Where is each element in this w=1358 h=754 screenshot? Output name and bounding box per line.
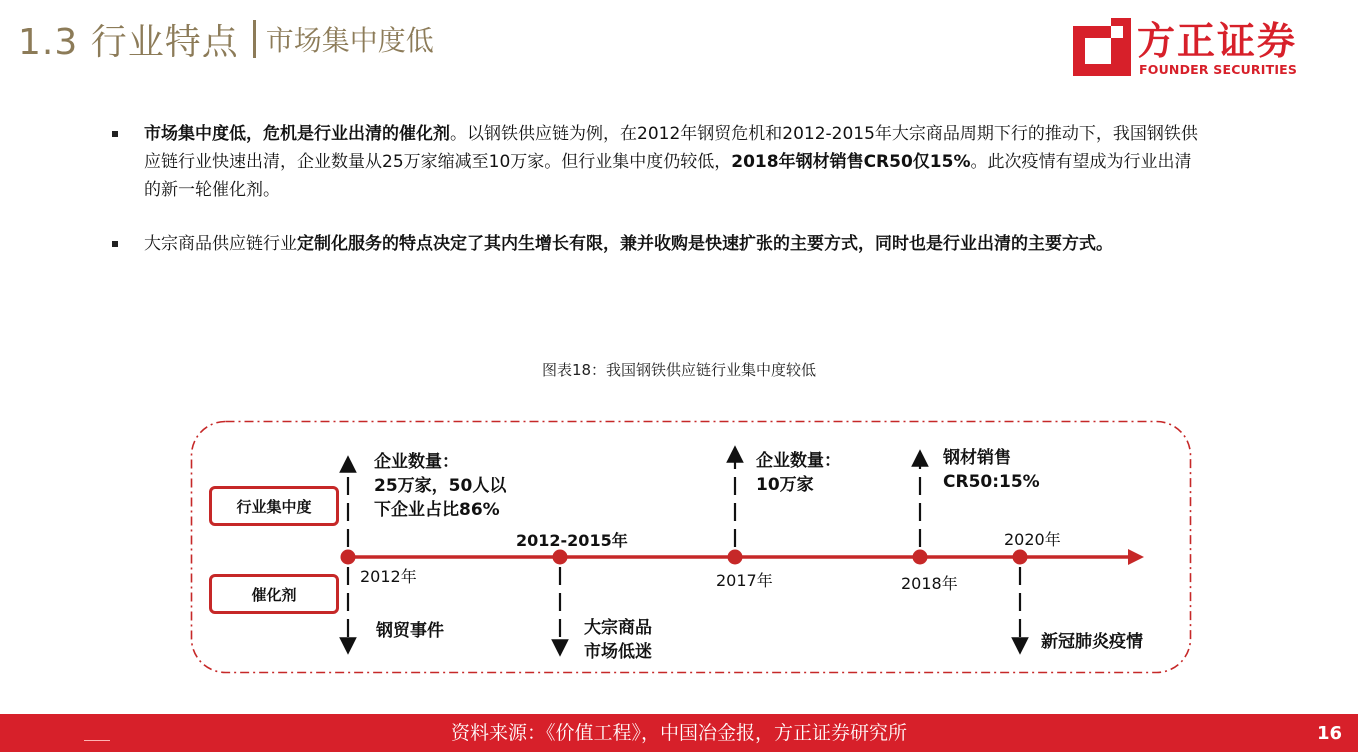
note-line: 25万家，50人以: [374, 476, 507, 496]
year-label-2018: 2018年: [901, 574, 958, 593]
timeline-diagram: [190, 420, 1192, 674]
dot-2018: [913, 550, 928, 565]
page-title: [18, 14, 434, 64]
bullet-1-bold-1: 市场集中度低，危机是行业出清的催化剂: [144, 124, 450, 144]
note-2012-top: [374, 450, 506, 522]
timeline-arrowhead: [1128, 549, 1144, 565]
bullet-item-1: [112, 120, 1202, 204]
dot-2020: [1013, 550, 1028, 565]
note-line: 大宗商品: [584, 618, 652, 638]
bullet-1-text-1: 。以钢铁供应链为例，在2012年钢贸危机和2012-2015年大宗商品周期下行的推动下，我国钢铁供应链行业快速出清，企业数量从25万家缩减至10万家。但行业集中度仍较低，: [144, 124, 1198, 172]
note-2015-bottom: [584, 616, 652, 664]
logo-cn: 方正证券: [1137, 19, 1298, 63]
title-main: 1.3 行业特点: [18, 21, 239, 63]
note-line: 下企业占比86%: [374, 500, 500, 520]
note-line: 10万家: [756, 475, 814, 495]
bullet-square-icon: [112, 131, 118, 137]
bullet-2-text-1: 大宗商品供应链行业: [144, 234, 297, 254]
note-line: 钢材销售: [943, 448, 1011, 468]
page-number: 16: [1316, 723, 1342, 744]
founder-logo-icon: [1073, 18, 1131, 76]
bullet-item-2: [112, 230, 1202, 258]
note-2018-top: [943, 446, 1040, 494]
note-line: 市场低迷: [584, 642, 652, 662]
footer-source: 资料来源：《价值工程》，中国冶金报，方正证券研究所: [450, 722, 907, 744]
note-2020-bottom: 新冠肺炎疫情: [1041, 632, 1143, 652]
company-logo: [1073, 18, 1303, 80]
year-label-2012: 2012年: [360, 567, 417, 586]
dot-2015: [553, 550, 568, 565]
note-2017-top: [756, 449, 841, 497]
year-label-2012-2015: 2012-2015年: [516, 531, 628, 550]
title-sub: 市场集中度低: [265, 24, 434, 57]
footer-bar: [0, 714, 1358, 752]
dot-2012: [341, 550, 356, 565]
year-label-2020: 2020年: [1004, 530, 1061, 549]
bullet-list: [112, 120, 1202, 284]
logo-en: FOUNDER SECURITIES: [1139, 62, 1298, 77]
note-line: 企业数量：: [374, 452, 459, 472]
note-line: 企业数量：: [756, 451, 841, 471]
year-label-2017: 2017年: [716, 571, 773, 590]
dot-2017: [728, 550, 743, 565]
bullet-1-text-2: 。此次疫情有望成为行业出清的新一轮催化剂。: [144, 152, 1192, 200]
title-divider: [253, 20, 256, 58]
bullet-square-icon: [112, 241, 118, 247]
row-label-concentration: 行业集中度: [209, 486, 339, 526]
bullet-1-bold-2: 2018年钢材销售CR50仅15%: [731, 152, 971, 172]
note-line: CR50:15%: [943, 472, 1040, 492]
figure-caption: 图表18：我国钢铁供应链行业集中度较低: [541, 361, 817, 379]
bullet-2-bold-1: 定制化服务的特点决定了其内生增长有限，兼并收购是快速扩张的主要方式，同时也是行业出清的主要方式。: [297, 234, 1113, 254]
row-label-catalyst: 催化剂: [209, 574, 339, 614]
note-2012-bottom: 钢贸事件: [376, 621, 444, 641]
